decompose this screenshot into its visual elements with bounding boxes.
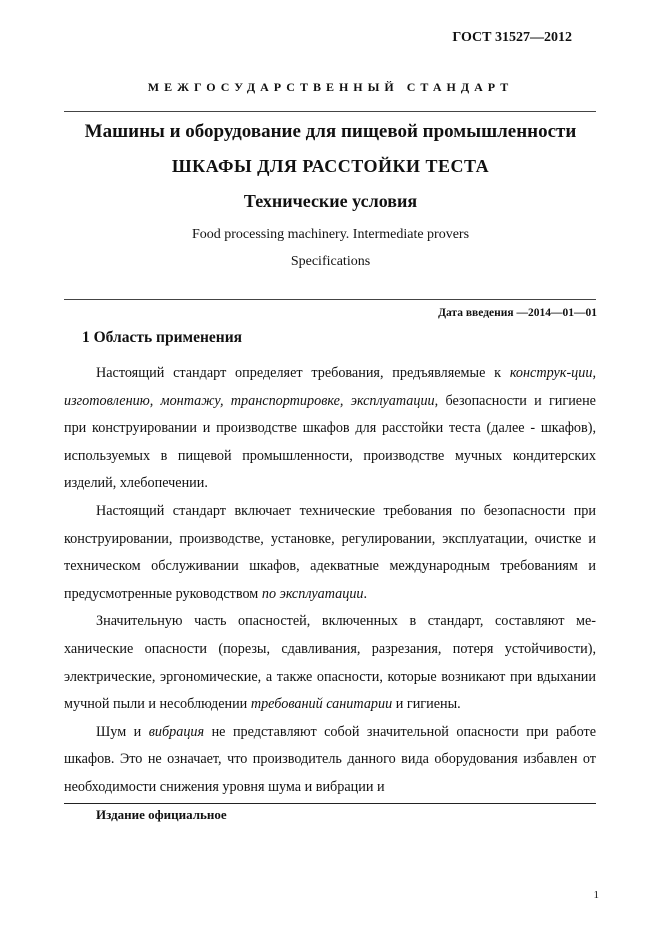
edition-note: Издание официальное xyxy=(96,807,227,822)
title-line-1: Машины и оборудование для пищевой промышленности xyxy=(84,121,577,142)
page-number: 1 xyxy=(593,889,599,901)
standard-type: МЕЖГОСУДАРСТВЕННЫЙ СТАНДАРТ xyxy=(147,80,514,94)
english-title: Food processing machinery. Intermediate provers xyxy=(191,227,470,242)
paragraph-2: Настоящий стандарт включает технические требования по безопасности при конструировании, производстве, установке, регулировании, эксплуатации, очистке и техническом обслуживании шкафов, адекватные международным требованиям и предусмотренные руководством по эксплуатации. xyxy=(64,502,596,602)
english-subtitle: Specifications xyxy=(290,254,371,269)
section-heading: 1 Область применения xyxy=(82,329,243,346)
divider-top xyxy=(64,111,596,112)
title-line-3: Технические условия xyxy=(243,191,418,211)
section-body xyxy=(64,360,596,802)
paragraph-3: Значительную часть опасностей, включенных в стандарт, составляют ме-ханические опасности (порезы, сдавливания, разрезания, потеря устойчивости), электрические, эргономические, а также опасности, которые возникают при вдыхании мучной пыли и несоблюдении требований санитарии и гигиены. xyxy=(64,613,596,713)
introduction-date: Дата введения —2014—01—01 xyxy=(438,307,597,319)
title-line-2: ШКАФЫ ДЛЯ РАССТОЙКИ ТЕСТА xyxy=(171,156,490,176)
divider-middle xyxy=(64,299,596,300)
paragraph-4: Шум и вибрация не представляют собой значительной опасности при работе шкафов. Это не означает, что производитель данного вида оборудования избавлен от необходимости снижения уровня шума и вибрации и xyxy=(64,723,597,795)
divider-footer xyxy=(64,803,596,804)
document-number: ГОСТ 31527—2012 xyxy=(452,30,572,45)
paragraph-1: Настоящий стандарт определяет требования, предъявляемые к конструк-ции, изготовлению, монтажу, транспортировке, эксплуатации, безопасности и гигиене при конструировании и производстве шкафов для расстойки теста (далее - шкафов), используемых в пищевой промышленности, производстве мучных кондитерских изделий, хлебопечении. xyxy=(64,365,596,492)
